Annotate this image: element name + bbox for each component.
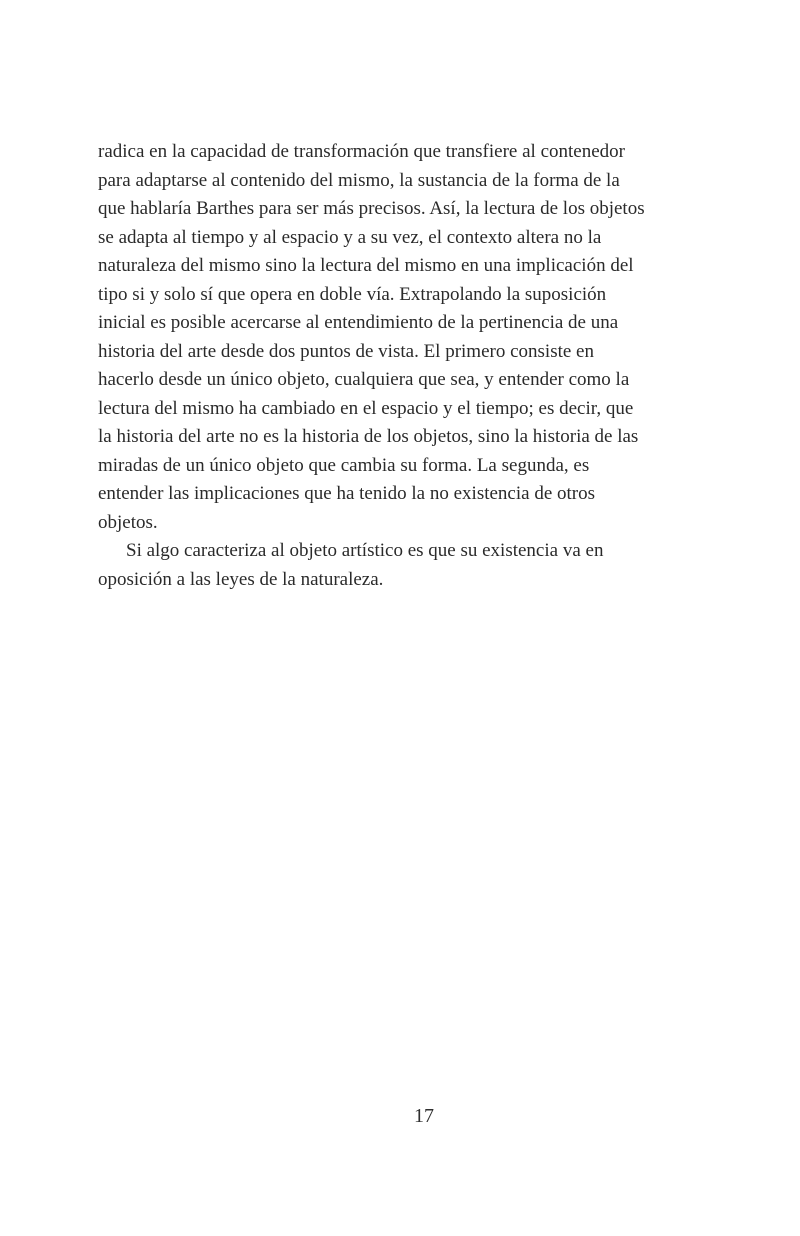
text-line: miradas de un único objeto que cambia su forma. La segunda, es — [98, 454, 590, 476]
text-line: oposición a las leyes de la naturaleza. — [98, 568, 384, 590]
text-line: se adapta al tiempo y al espacio y a su vez, el contexto altera no la — [98, 226, 602, 248]
text-block — [98, 138, 723, 594]
page-footer — [0, 1103, 800, 1129]
text-line: hacerlo desde un único objeto, cualquiera que sea, y entender como la — [98, 369, 630, 390]
text-line: que hablaría Barthes para ser más precisos. Así, la lectura de los objetos — [98, 198, 645, 219]
paragraph — [98, 537, 723, 594]
text-line: la historia del arte no es la historia de los objetos, sino la historia de las — [98, 426, 639, 447]
page-number: 17 — [414, 1105, 434, 1127]
text-line: Si algo caracteriza al objeto artístico es que su existencia va en — [126, 540, 604, 561]
text-line: para adaptarse al contenido del mismo, la sustancia de la forma de la — [98, 169, 620, 191]
text-line: objetos. — [98, 511, 158, 533]
text-line: inicial es posible acercarse al entendimiento de la pertinencia de una — [98, 312, 619, 333]
paragraph — [98, 138, 723, 537]
text-line: entender las implicaciones que ha tenido la no existencia de otros — [98, 483, 595, 504]
text-line: tipo si y solo sí que opera en doble vía. Extrapolando la suposición — [98, 283, 607, 305]
text-line: naturaleza del mismo sino la lectura del mismo en una implicación del — [98, 255, 634, 276]
text-line: lectura del mismo ha cambiado en el espacio y el tiempo; es decir, que — [98, 397, 634, 419]
text-line: historia del arte desde dos puntos de vista. El primero consiste en — [98, 340, 594, 362]
text-line: radica en la capacidad de transformación que transfiere al contenedor — [98, 141, 625, 162]
